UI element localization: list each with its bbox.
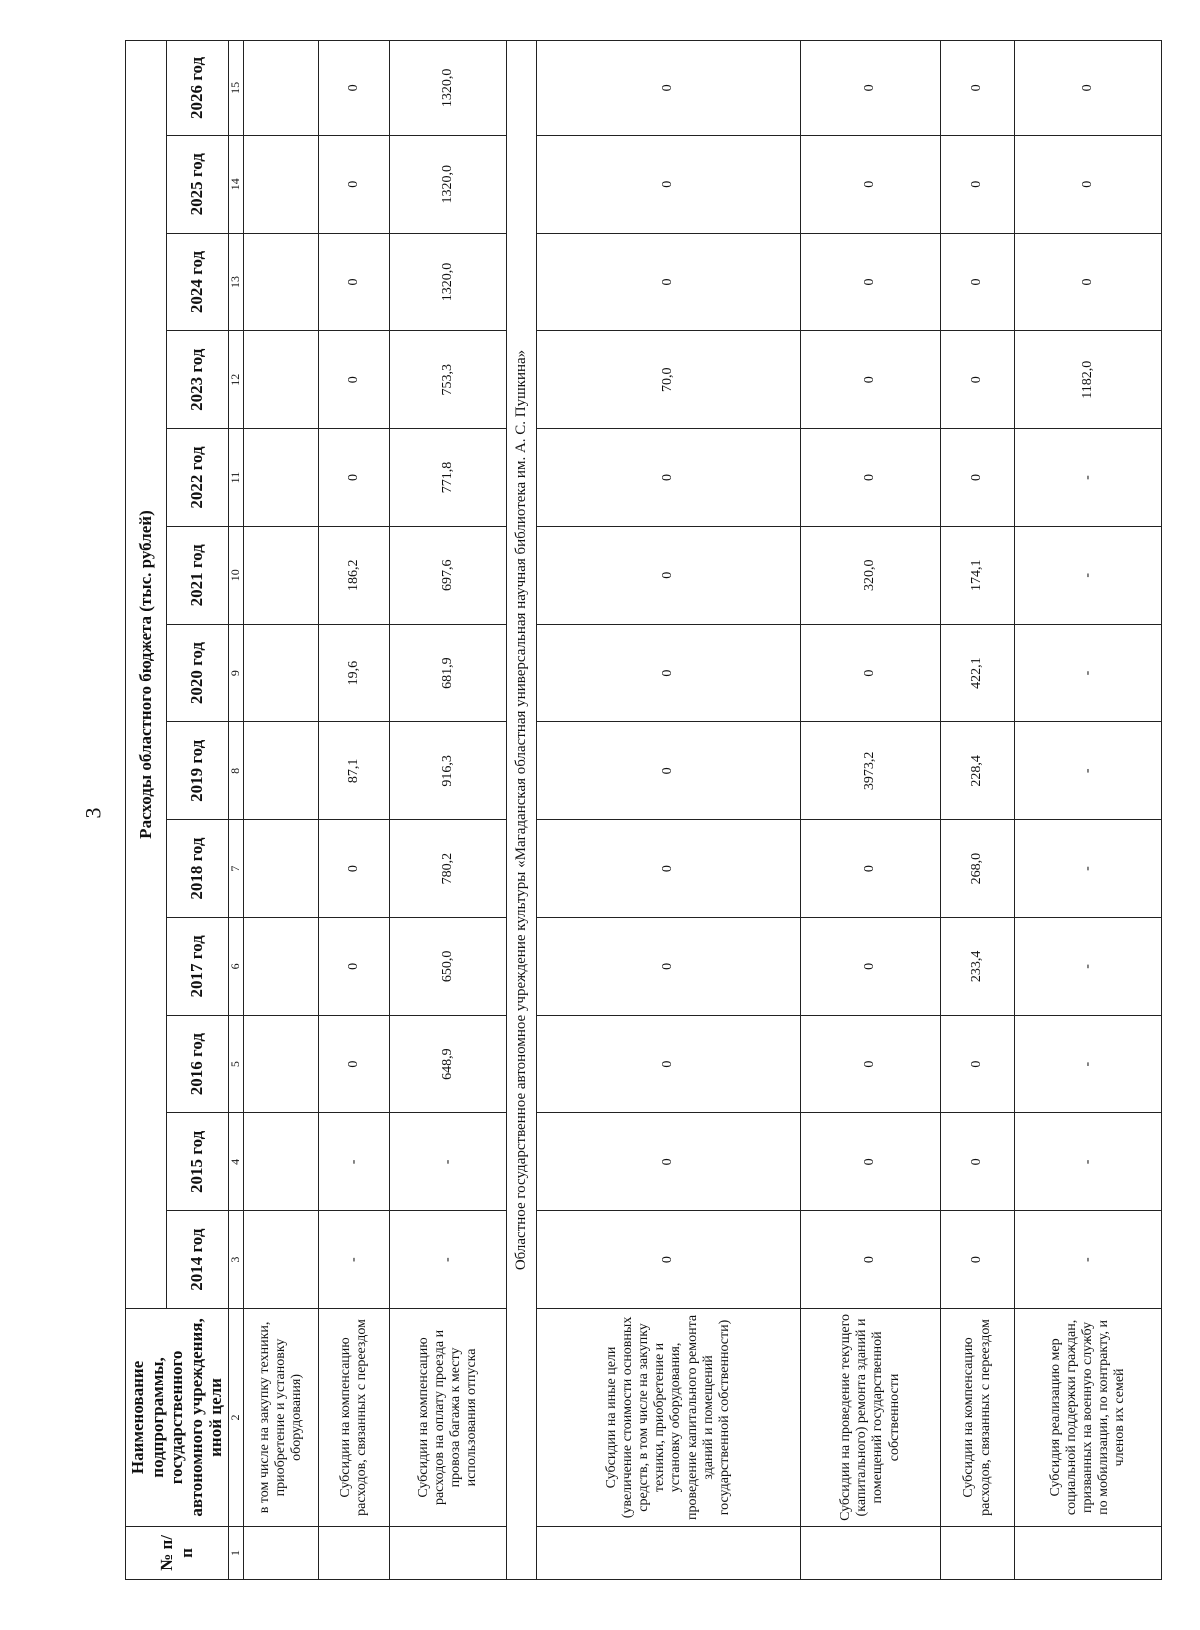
row-num [243,1526,319,1579]
row-num [390,1526,506,1579]
cell-value: 0 [319,429,390,527]
column-index: 11 [228,429,243,527]
cell-value: 0 [319,1015,390,1113]
cell-value: 0 [319,135,390,233]
cell-value: - [1014,917,1161,1015]
header-year: 2014 год [166,1211,228,1309]
cell-value: - [1014,722,1161,820]
column-index: 1 [228,1526,243,1579]
cell-value: - [1014,1211,1161,1309]
table-row [390,41,506,1580]
cell-value: 174,1 [941,526,1014,624]
cell-value: 0 [537,917,800,1015]
cell-value: - [319,1113,390,1211]
header-year: 2026 год [166,41,228,136]
row-num [1014,1526,1161,1579]
cell-value: 422,1 [941,624,1014,722]
cell-value [243,820,319,918]
cell-value: 0 [800,429,941,527]
column-index: 4 [228,1113,243,1211]
cell-value: 0 [800,624,941,722]
cell-value: - [390,1211,506,1309]
cell-value: 0 [537,1113,800,1211]
cell-value: 0 [941,135,1014,233]
cell-value: 0 [800,1211,941,1309]
column-index: 2 [228,1309,243,1527]
page-number: 3 [80,807,106,819]
cell-value: 0 [319,917,390,1015]
column-index: 5 [228,1015,243,1113]
cell-value: 697,6 [390,526,506,624]
cell-value: 0 [537,1015,800,1113]
cell-value: - [319,1211,390,1309]
cell-value: 0 [800,41,941,136]
column-index: 6 [228,917,243,1015]
header-year: 2021 год [166,526,228,624]
cell-value [243,1015,319,1113]
cell-value: - [1014,820,1161,918]
cell-value: 0 [537,526,800,624]
header-year: 2022 год [166,429,228,527]
cell-value: 0 [800,135,941,233]
table-row [537,41,800,1580]
row-num [800,1526,941,1579]
column-index: 14 [228,135,243,233]
row-num [537,1526,800,1579]
cell-value: 0 [800,1113,941,1211]
column-index: 7 [228,820,243,918]
cell-value: 0 [319,41,390,136]
table-row [1014,41,1161,1580]
cell-value: 753,3 [390,331,506,429]
cell-value: 70,0 [537,331,800,429]
header-year: 2016 год [166,1015,228,1113]
cell-value: 0 [537,429,800,527]
cell-value [243,526,319,624]
cell-value: 648,9 [390,1015,506,1113]
cell-value: 0 [537,135,800,233]
column-index: 15 [228,41,243,136]
table-row [243,41,319,1580]
header-year: 2023 год [166,331,228,429]
column-index: 8 [228,722,243,820]
row-name: Субсидии на иные цели (увеличение стоимости основных средств, в том числе на закупку техники, приобретение и установку оборудования, проведение капитального ремонта зданий и помещений государственной собственности) [537,1309,800,1527]
cell-value [243,429,319,527]
row-name: Субсидия реализацию мер социальной поддержки граждан, призванных на военную службу по мобилизации, по контракту, и членов их семей [1014,1309,1161,1527]
cell-value: 1320,0 [390,41,506,136]
cell-value: 0 [537,233,800,331]
cell-value: 0 [800,1015,941,1113]
rotated-table-wrapper [125,40,1155,1580]
row-name: Субсидии на компенсацию расходов, связанных с переездом [319,1309,390,1527]
cell-value: 1320,0 [390,233,506,331]
cell-value [243,1113,319,1211]
cell-value: 233,4 [941,917,1014,1015]
cell-value: 0 [319,820,390,918]
column-index: 9 [228,624,243,722]
header-year: 2025 год [166,135,228,233]
cell-value: 0 [941,233,1014,331]
section-row [506,41,537,1580]
header-expenses-title: Расходы областного бюджета (тыс. рублей) [126,41,167,1309]
cell-value: 0 [319,233,390,331]
cell-value: 0 [800,820,941,918]
column-index: 12 [228,331,243,429]
cell-value: 1182,0 [1014,331,1161,429]
cell-value: 0 [537,624,800,722]
cell-value: 780,2 [390,820,506,918]
table-row [319,41,390,1580]
cell-value: 87,1 [319,722,390,820]
table-row [941,41,1014,1580]
cell-value: 0 [537,820,800,918]
header-year: 2020 год [166,624,228,722]
cell-value: - [1014,1113,1161,1211]
row-name: Субсидии на компенсацию расходов, связанных с переездом [941,1309,1014,1527]
cell-value [243,917,319,1015]
cell-value: 0 [941,429,1014,527]
cell-value: 0 [800,233,941,331]
header-name: Наименование подпрограммы, государственного автономного учреждения, иной цели [126,1309,229,1527]
cell-value: 0 [537,722,800,820]
cell-value: 0 [800,917,941,1015]
column-index: 13 [228,233,243,331]
header-year: 2017 год [166,917,228,1015]
cell-value: 320,0 [800,526,941,624]
cell-value: 771,8 [390,429,506,527]
header-year: 2015 год [166,1113,228,1211]
cell-value: 0 [800,331,941,429]
cell-value: - [1014,1015,1161,1113]
cell-value [243,41,319,136]
row-num [941,1526,1014,1579]
cell-value: 0 [319,331,390,429]
column-index: 10 [228,526,243,624]
cell-value: 0 [941,1113,1014,1211]
cell-value: - [1014,624,1161,722]
row-name: в том числе на закупку техники, приобретение и установку оборудования) [243,1309,319,1527]
cell-value: - [1014,429,1161,527]
header-num: № п/п [126,1526,229,1579]
cell-value: 681,9 [390,624,506,722]
row-num [319,1526,390,1579]
cell-value: 0 [1014,135,1161,233]
row-name: Субсидии на компенсацию расходов на оплату проезда и провоза багажа к месту использования отпуска [390,1309,506,1527]
cell-value: 0 [537,41,800,136]
cell-value: 1320,0 [390,135,506,233]
table-row [800,41,941,1580]
cell-value [243,331,319,429]
cell-value: 0 [941,1211,1014,1309]
budget-table [125,40,1162,1580]
cell-value: 916,3 [390,722,506,820]
cell-value: - [390,1113,506,1211]
cell-value [243,722,319,820]
cell-value [243,233,319,331]
cell-value: 0 [1014,41,1161,136]
row-name: Субсидии на проведение текущего (капитального) ремонта зданий и помещений государственной собственности [800,1309,941,1527]
cell-value [243,624,319,722]
header-year: 2024 год [166,233,228,331]
cell-value: 0 [537,1211,800,1309]
cell-value: 0 [1014,233,1161,331]
cell-value: 186,2 [319,526,390,624]
cell-value: 268,0 [941,820,1014,918]
header-year: 2018 год [166,820,228,918]
section-title: Областное государственное автономное учреждение культуры «Магаданская областная универсальная научная библиотека им. А. С. Пушкина» [506,41,537,1580]
cell-value: 3973,2 [800,722,941,820]
cell-value: 0 [941,331,1014,429]
column-index: 3 [228,1211,243,1309]
cell-value [243,135,319,233]
cell-value: 19,6 [319,624,390,722]
cell-value: 228,4 [941,722,1014,820]
cell-value: 650,0 [390,917,506,1015]
cell-value [243,1211,319,1309]
cell-value: 0 [941,1015,1014,1113]
cell-value: 0 [941,41,1014,136]
header-year: 2019 год [166,722,228,820]
cell-value: - [1014,526,1161,624]
